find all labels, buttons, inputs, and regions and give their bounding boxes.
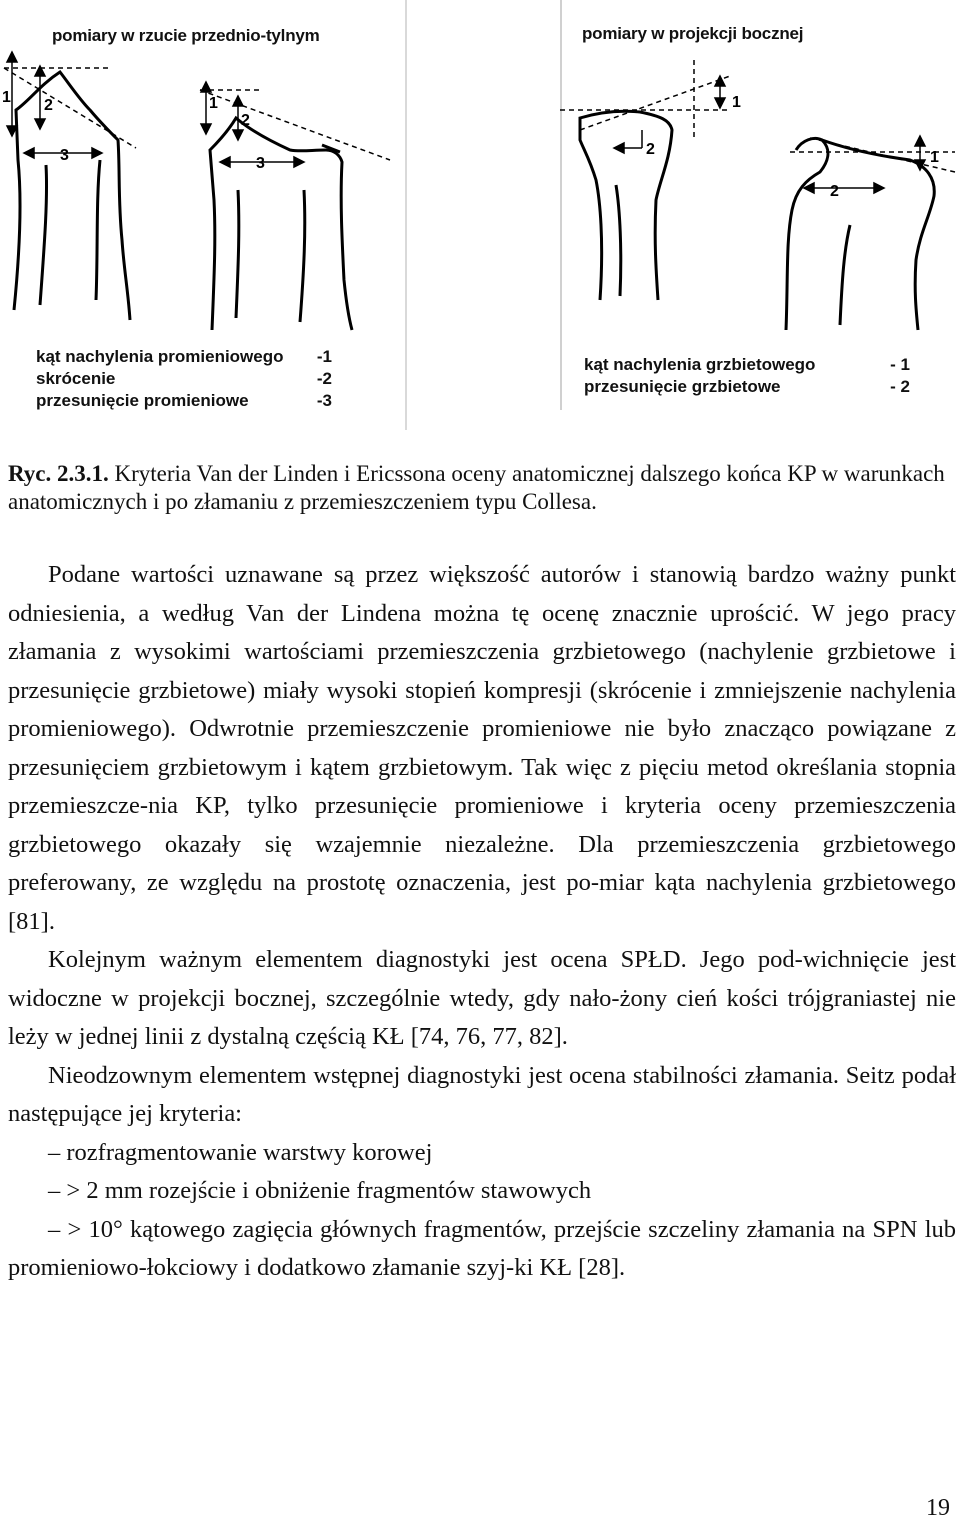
page-number: 19 bbox=[926, 1495, 950, 1521]
figure-right-legend bbox=[584, 354, 910, 398]
list-item: – rozfragmentowanie warstwy korowej bbox=[48, 1138, 433, 1166]
label-1-lat-normal: 1 bbox=[732, 94, 741, 111]
label-2-mid: 2 bbox=[241, 112, 250, 129]
paragraph: Nieodzownym elementem wstępnej diagnostyki jest ocena stabilności złamania. Seitz podał następujące jej kryteria: bbox=[8, 1061, 956, 1127]
legend-row: przesunięcie promieniowe -3 bbox=[36, 391, 332, 410]
caption-label: Ryc. 2.3.1. bbox=[8, 461, 109, 486]
caption-text: Kryteria Van der Linden i Ericssona oceny anatomicznej dalszego końca KP w warunkach anatomicznych i po złamaniu z przemieszczeniem typu Collesa. bbox=[8, 461, 945, 514]
figure-caption bbox=[8, 460, 956, 516]
list-item: – > 2 mm rozejście i obniżenie fragmentów stawowych bbox=[48, 1177, 592, 1204]
figure-right-title: pomiary w projekcji bocznej bbox=[582, 24, 804, 43]
paragraph: Podane wartości uznawane są przez większość autorów i stanowią bardzo ważny punkt odniesienia, a według Van der Lindena można tę ocenę znacznie uprościć. W jego pracy złamania z wysokimi wartościami przemieszczenia grzbietowego (nachylenie grzbietowe i przesunięcie grzbietowe) miały wysoki stopień kompresji (skrócenie i zmniejszenie nachylenia promieniowego). Odwrotnie przemieszczenie promieniowe nie było znacząco powiązane z przesunięciem grzbietowym i kątem grzbietowym. Tak więc z pięciu metod określania stopnia przemieszcze-nia KP, tylko przesunięcie promieniowe i kryteria oceny przemieszczenia grzbietowego okazały się wzajemnie niezależne. Dla przemieszczenia grzbietowego preferowany, ze względu na prostotę oznaczenia, jest po-miar kąta nachylenia grzbietowego [81]. bbox=[8, 561, 956, 935]
figure-left-legend bbox=[36, 346, 332, 412]
figure-left-title: pomiary w rzucie przednio-tylnym bbox=[52, 26, 320, 45]
label-1-left: 1 bbox=[2, 89, 11, 106]
legend-row: przesunięcie grzbietowe - 2 bbox=[584, 377, 910, 396]
legend-row: kąt nachylenia promieniowego -1 bbox=[36, 347, 332, 366]
label-3-left: 3 bbox=[60, 147, 69, 164]
label-3-mid: 3 bbox=[256, 155, 265, 172]
list-item: – > 10° kątowego zagięcia głównych fragmentów, przejście szczeliny złamania na SPN lub promieniowo-łokciowy i dodatkowo złamanie szyj-ki KŁ [28]. bbox=[8, 1215, 956, 1281]
label-2-lat-fracture: 2 bbox=[830, 183, 839, 200]
legend-row: kąt nachylenia grzbietowego - 1 bbox=[584, 355, 910, 374]
label-1-lat-fracture: 1 bbox=[930, 149, 939, 166]
figure-ap-view bbox=[0, 0, 407, 430]
label-1-mid: 1 bbox=[209, 95, 218, 112]
legend-row: skrócenie -2 bbox=[36, 369, 332, 388]
figure-lateral-view bbox=[560, 0, 960, 430]
body-text bbox=[8, 556, 956, 1288]
label-2-lat-normal: 2 bbox=[646, 141, 655, 158]
label-2-left: 2 bbox=[44, 97, 53, 114]
paragraph: Kolejnym ważnym elementem diagnostyki jest ocena SPŁD. Jego pod-wichnięcie jest widoczne w projekcji bocznej, szczególnie wtedy, gdy nało-żony cień kości trójgraniastej nie leży w jednej linii z dystalną częścią KŁ [74, 76, 77, 82]. bbox=[8, 946, 956, 1050]
